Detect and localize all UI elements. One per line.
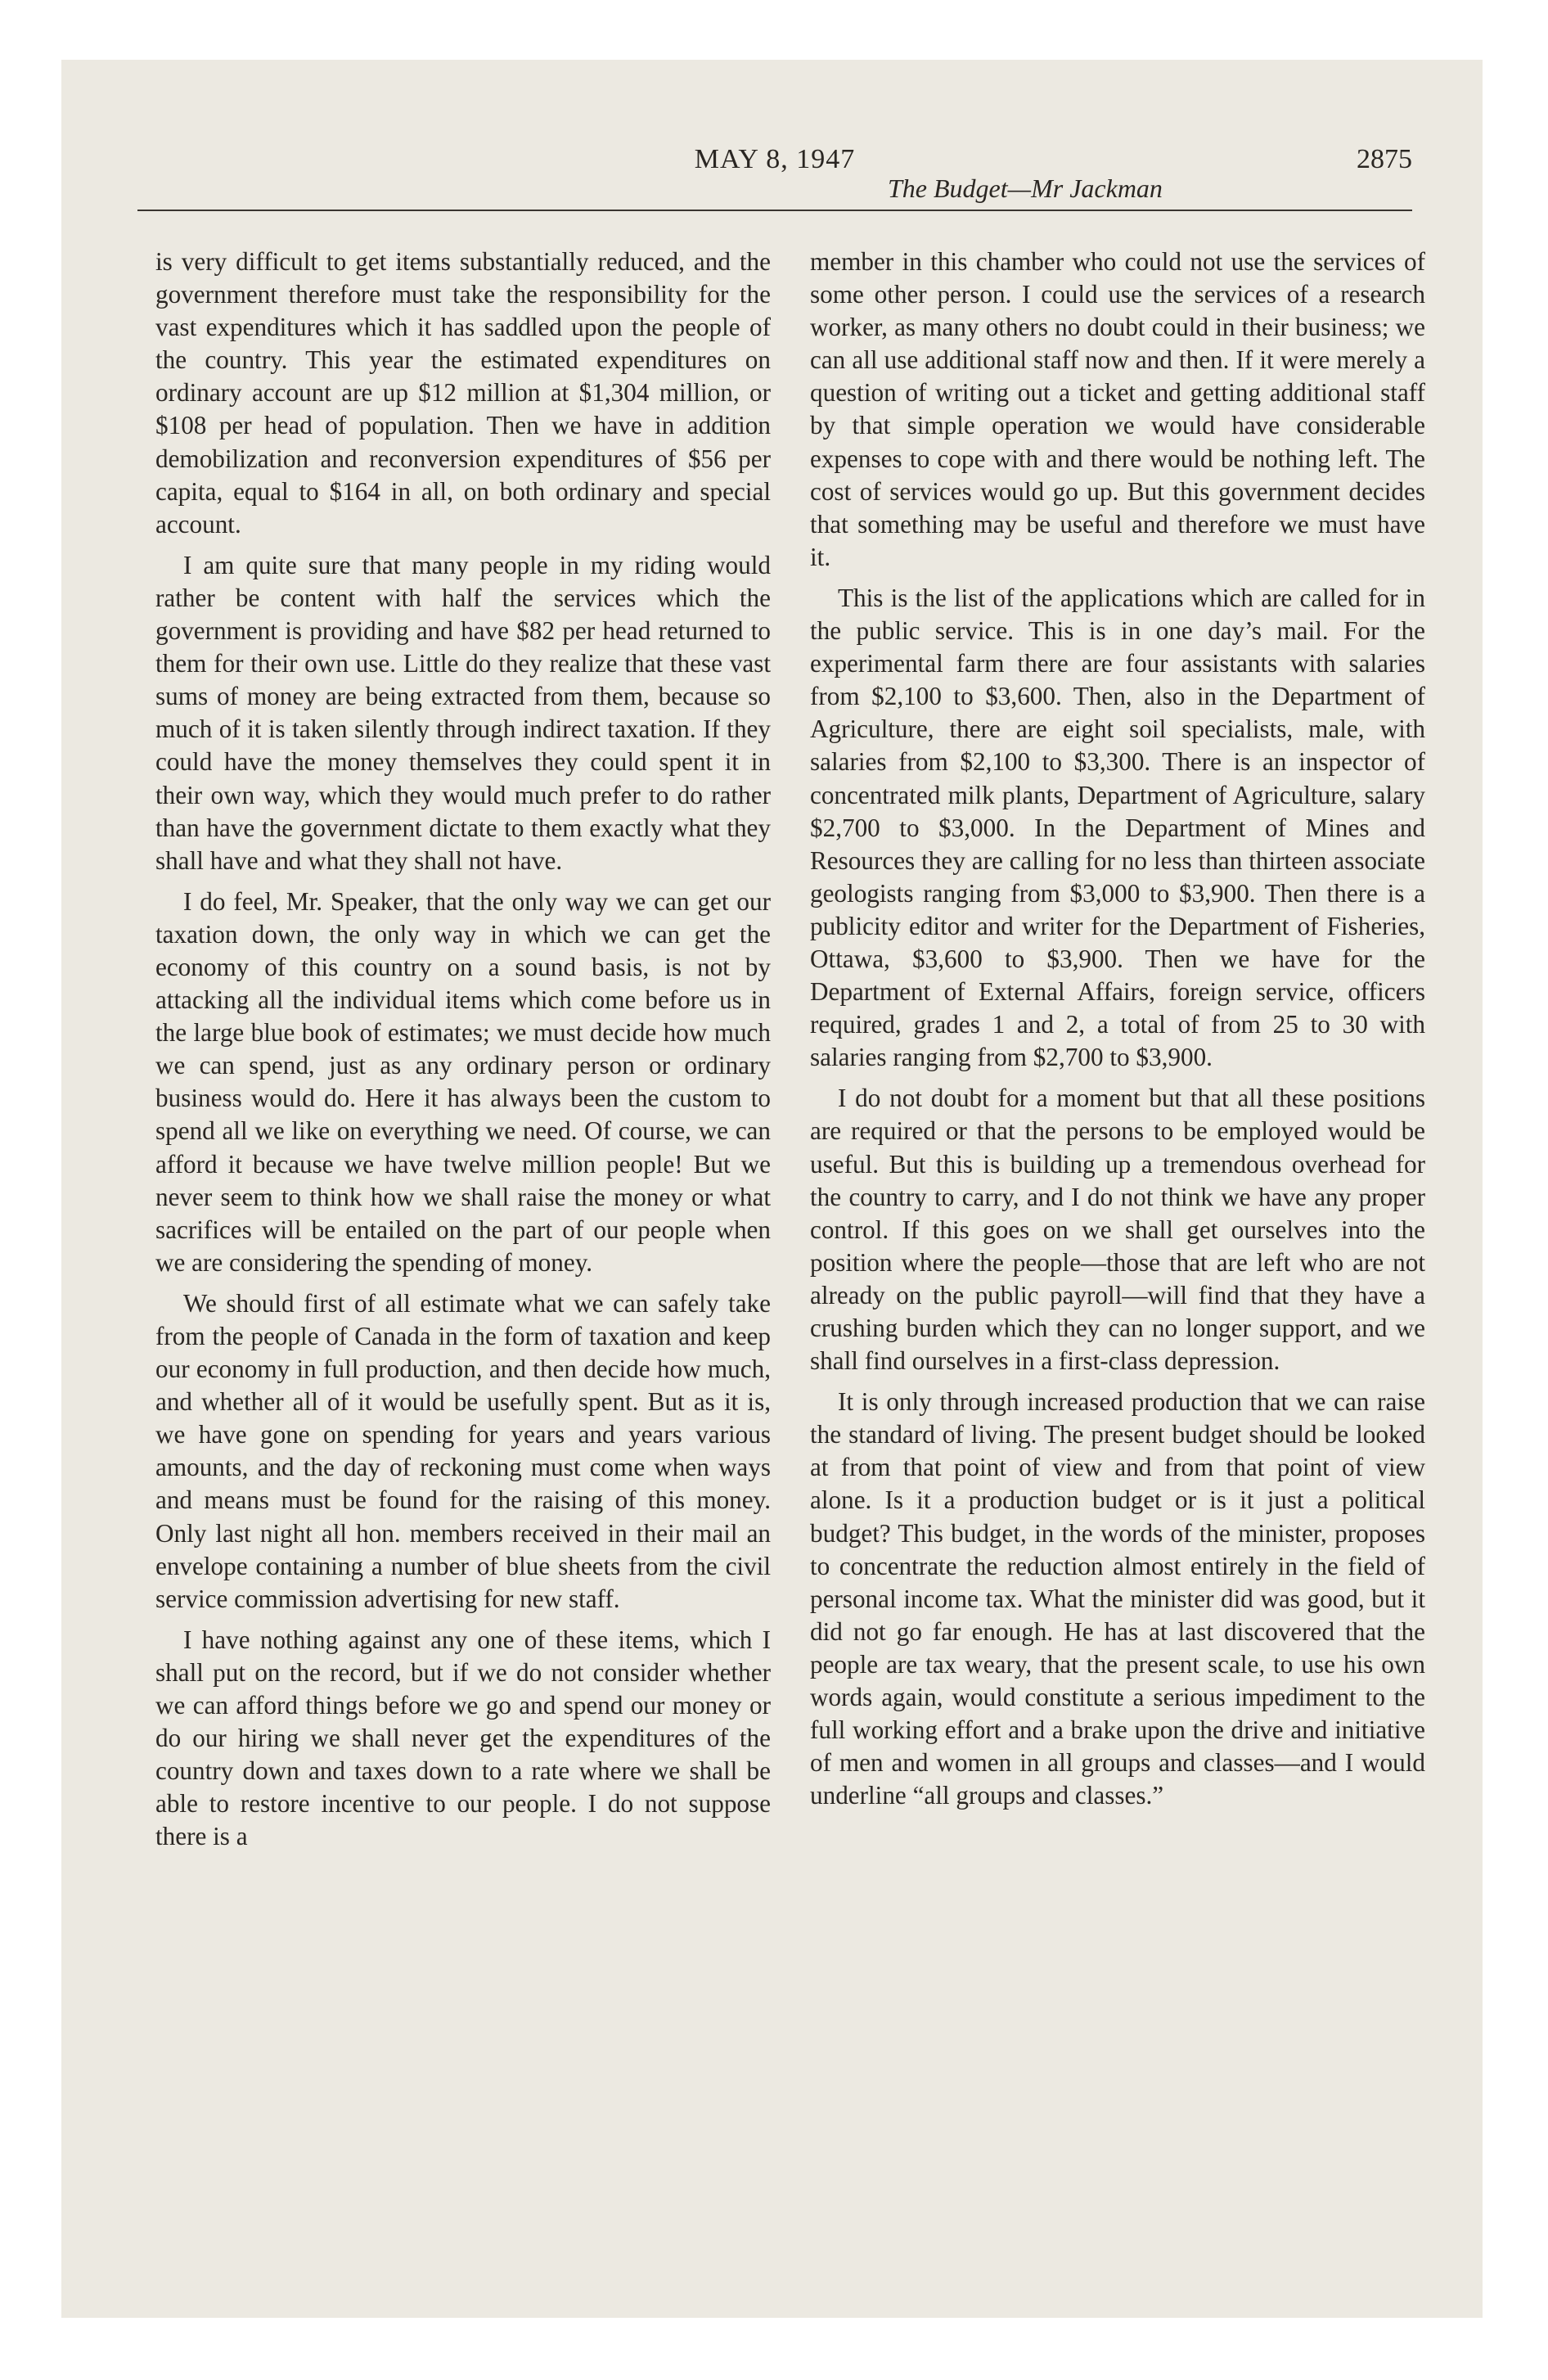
page-header — [137, 144, 1412, 203]
left-column — [155, 246, 771, 1862]
paragraph: I have nothing against any one of these items, which I shall put on the record, but if we do not consider whether we can afford things before we go and spend our money or do our hiring we shall never get the expenditures of the country down and taxes down to a rate where we shall be able to restore incentive to our people. I do not suppose there is a — [155, 1625, 771, 1851]
paragraph: member in this chamber who could not use the services of some other person. I could use the services of a research worker, as many others no doubt could in their business; we can all use additional staff now and then. If it were merely a question of writing out a ticket and getting additional staff by that simple operation we would have considerable expenses to cope with and there would be nothing left. The cost of services would go up. But this government decides that something may be useful and therefore we must have it. — [810, 247, 1425, 571]
right-column — [810, 246, 1425, 1820]
paragraph: is very difficult to get items substantially reduced, and the government therefore must take the responsibility for the vast expenditures which it has saddled upon the people of the country. This year the estimated expenditures on ordinary account are up $12 million at $1,304 million, or $108 per head of population. Then we have in addition demobilization and reconversion expenditures of $56 per capita, equal to $164 in all, on both ordinary and special account. — [155, 247, 771, 539]
header-rule — [137, 210, 1412, 211]
header-title: The Budget—Mr Jackman — [888, 174, 1163, 203]
page-number: 2875 — [1357, 144, 1412, 174]
paragraph: I am quite sure that many people in my riding would rather be content with half the services which the government is providing and have $82 per head returned to them for their own use. Little do they realize that these vast sums of money are being extracted from them, because so much of it is taken silently through indirect taxation. If they could have the money themselves they could spent it in their own way, which they would much prefer to do rather than have the government dictate to them exactly what they shall have and what they shall not have. — [155, 550, 771, 875]
paragraph: It is only through increased production that we can raise the standard of living. The present budget should be looked at from that point of view and from that point of view alone. Is it a production budget or is it just a political budget? This budget, in the words of the minister, proposes to concentrate the reduction almost entirely in the field of personal income tax. What the minister did was good, but it did not go far enough. He has at last discovered that the people are tax weary, that the present scale, to use his own words again, would constitute a serious impediment to the full working effort and a brake upon the drive and initiative of men and women in all groups and classes—and I would underline “all groups and classes.” — [810, 1387, 1425, 1810]
paragraph: I do not doubt for a moment but that all these positions are required or that the persons to be employed would be useful. But this is building up a tremendous overhead for the country to carry, and I do not think we have any proper control. If this goes on we shall get ourselves into the position where the people—those that are left who are not already on the public payroll—will find that they have a crushing burden which they can no longer support, and we shall find ourselves in a first-class depression. — [810, 1084, 1425, 1376]
paragraph: This is the list of the applications which are called for in the public service. This is in one day’s mail. For the experimental farm there are four assistants with salaries from $2,100 to $3,600. Then, also in the Department of Agriculture, there are eight soil specialists, male, with salaries from $2,100 to $3,300. There is an inspector of concentrated milk plants, Department of Agriculture, salary $2,700 to $3,000. In the Department of Mines and Resources they are calling for no less than thirteen associate geologists ranging from $3,000 to $3,900. Then there is a publicity editor and writer for the Department of Fisheries, Ottawa, $3,600 to $3,900. Then we have for the Department of External Affairs, foreign service, officers required, grades 1 and 2, a total of from 25 to 30 with salaries ranging from $2,700 to $3,900. — [810, 583, 1425, 1072]
header-date: MAY 8, 1947 — [694, 144, 856, 174]
paragraph: We should first of all estimate what we can safely take from the people of Canada in the form of taxation and keep our economy in full production, and then decide how much, and whether all of it would be usefully spent. But as it is, we have gone on spending for years and years various amounts, and the day of reckoning must come when ways and means must be found for the raising of this money. Only last night all hon. members received in their mail an envelope containing a number of blue sheets from the civil service commission advertising for new staff. — [155, 1288, 771, 1613]
paragraph: I do feel, Mr. Speaker, that the only way we can get our taxation down, the only way in which we can get the economy of this country on a sound basis, is not by attacking all the individual items which come before us in the large blue book of estimates; we must decide how much we can spend, just as any ordinary person or ordinary business would do. Here it has always been the custom to spend all we like on everything we need. Of course, we can afford it because we have twelve million people! But we never seem to think how we shall raise the money or what sacrifices will be entailed on the part of our people when we are considering the spending of money. — [155, 886, 771, 1277]
